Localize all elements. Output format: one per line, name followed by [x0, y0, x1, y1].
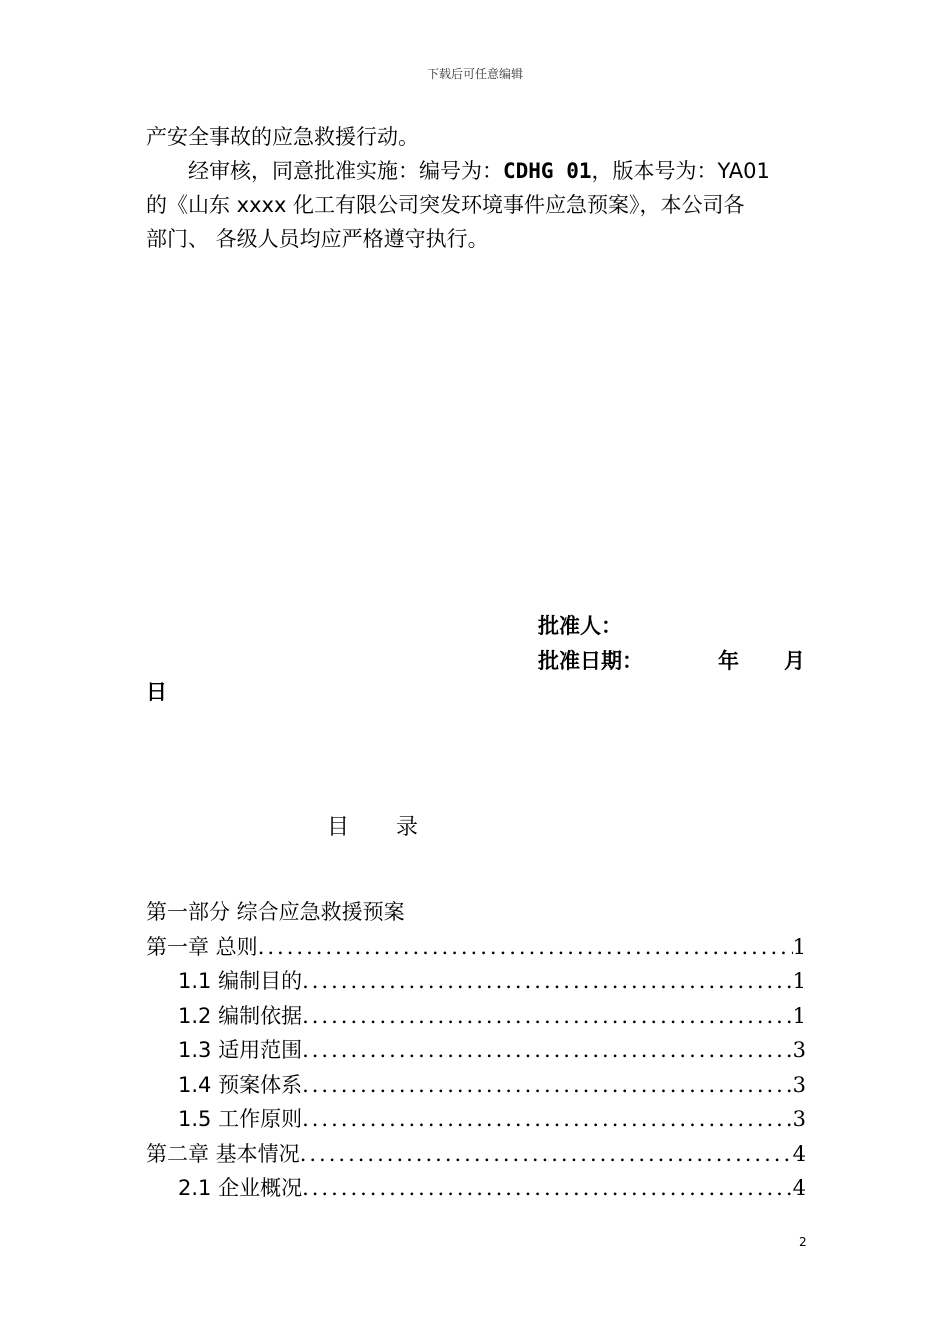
toc-page-number: 1 — [792, 934, 806, 959]
year-label: 年 — [718, 649, 739, 673]
toc-entry-label: 第二章 基本情况 — [146, 1141, 300, 1166]
toc-entry-label: 1.5 工作原则 — [178, 1107, 303, 1131]
day-label: 日 — [146, 680, 167, 704]
toc-entry-label: 1.4 预案体系 — [178, 1072, 303, 1097]
table-of-contents — [146, 896, 806, 1207]
paragraph-line-4: 部门、 各级人员均应严格遵守执行。 — [146, 227, 489, 251]
toc-entry — [146, 1138, 806, 1173]
toc-page-number: 3 — [792, 1107, 806, 1131]
toc-leader-dots — [300, 1142, 793, 1166]
toc-page-number: 3 — [792, 1038, 806, 1062]
toc-entry — [146, 1034, 806, 1069]
toc-entry-label: 1.2 编制依据 — [178, 1003, 303, 1028]
toc-entry — [146, 965, 806, 1000]
paragraph-line-2 — [146, 154, 808, 188]
page-number: 2 — [799, 1235, 807, 1249]
approval-date-label: 批准日期： — [538, 649, 643, 673]
toc-leader-dots — [302, 969, 793, 993]
toc-leader-dots — [258, 935, 793, 959]
toc-leader-dots — [302, 1004, 793, 1028]
toc-entry-label: 2.1 企业概况 — [178, 1176, 303, 1200]
toc-leader-dots — [302, 1073, 793, 1097]
paragraph-line-2b: ，版本号为：YA01 — [591, 159, 770, 183]
toc-entry — [146, 931, 806, 966]
toc-entry — [146, 1103, 806, 1138]
toc-leader-dots — [302, 1176, 793, 1200]
paragraph-line-2a: 经审核，同意批准实施：编号为： — [188, 159, 503, 183]
toc-page-number: 1 — [792, 1003, 806, 1028]
toc-page-number: 1 — [792, 969, 806, 993]
toc-leader-dots — [302, 1107, 793, 1131]
toc-page-number: 4 — [792, 1141, 806, 1166]
toc-entry-label: 第一部分 综合应急救援预案 — [146, 900, 405, 924]
approval-date-line — [538, 645, 805, 675]
toc-entry — [146, 1069, 806, 1104]
toc-title-left: 目 — [327, 815, 350, 840]
approval-paragraph — [146, 120, 808, 256]
toc-page-number: 3 — [792, 1072, 806, 1097]
document-code: CDHG 01 — [503, 159, 592, 183]
toc-entry-label: 第一章 总则 — [146, 934, 258, 959]
toc-page-number: 4 — [792, 1176, 806, 1200]
paragraph-line-3: 的《山东 xxxx 化工有限公司突发环境事件应急预案》，本公司各 — [146, 193, 745, 217]
approver-label: 批准人： — [538, 614, 622, 638]
paragraph-line-1: 产安全事故的应急救援行动。 — [146, 125, 419, 149]
page-header: 下载后可任意编辑 — [426, 67, 523, 81]
toc-part-heading — [146, 896, 806, 931]
toc-title-right: 录 — [396, 815, 419, 840]
toc-entry-label: 1.3 适用范围 — [178, 1038, 303, 1062]
toc-entry-label: 1.1 编制目的 — [178, 969, 303, 993]
toc-entry — [146, 1000, 806, 1035]
toc-entry — [146, 1172, 806, 1207]
month-label: 月 — [784, 649, 805, 673]
toc-leader-dots — [302, 1038, 793, 1062]
